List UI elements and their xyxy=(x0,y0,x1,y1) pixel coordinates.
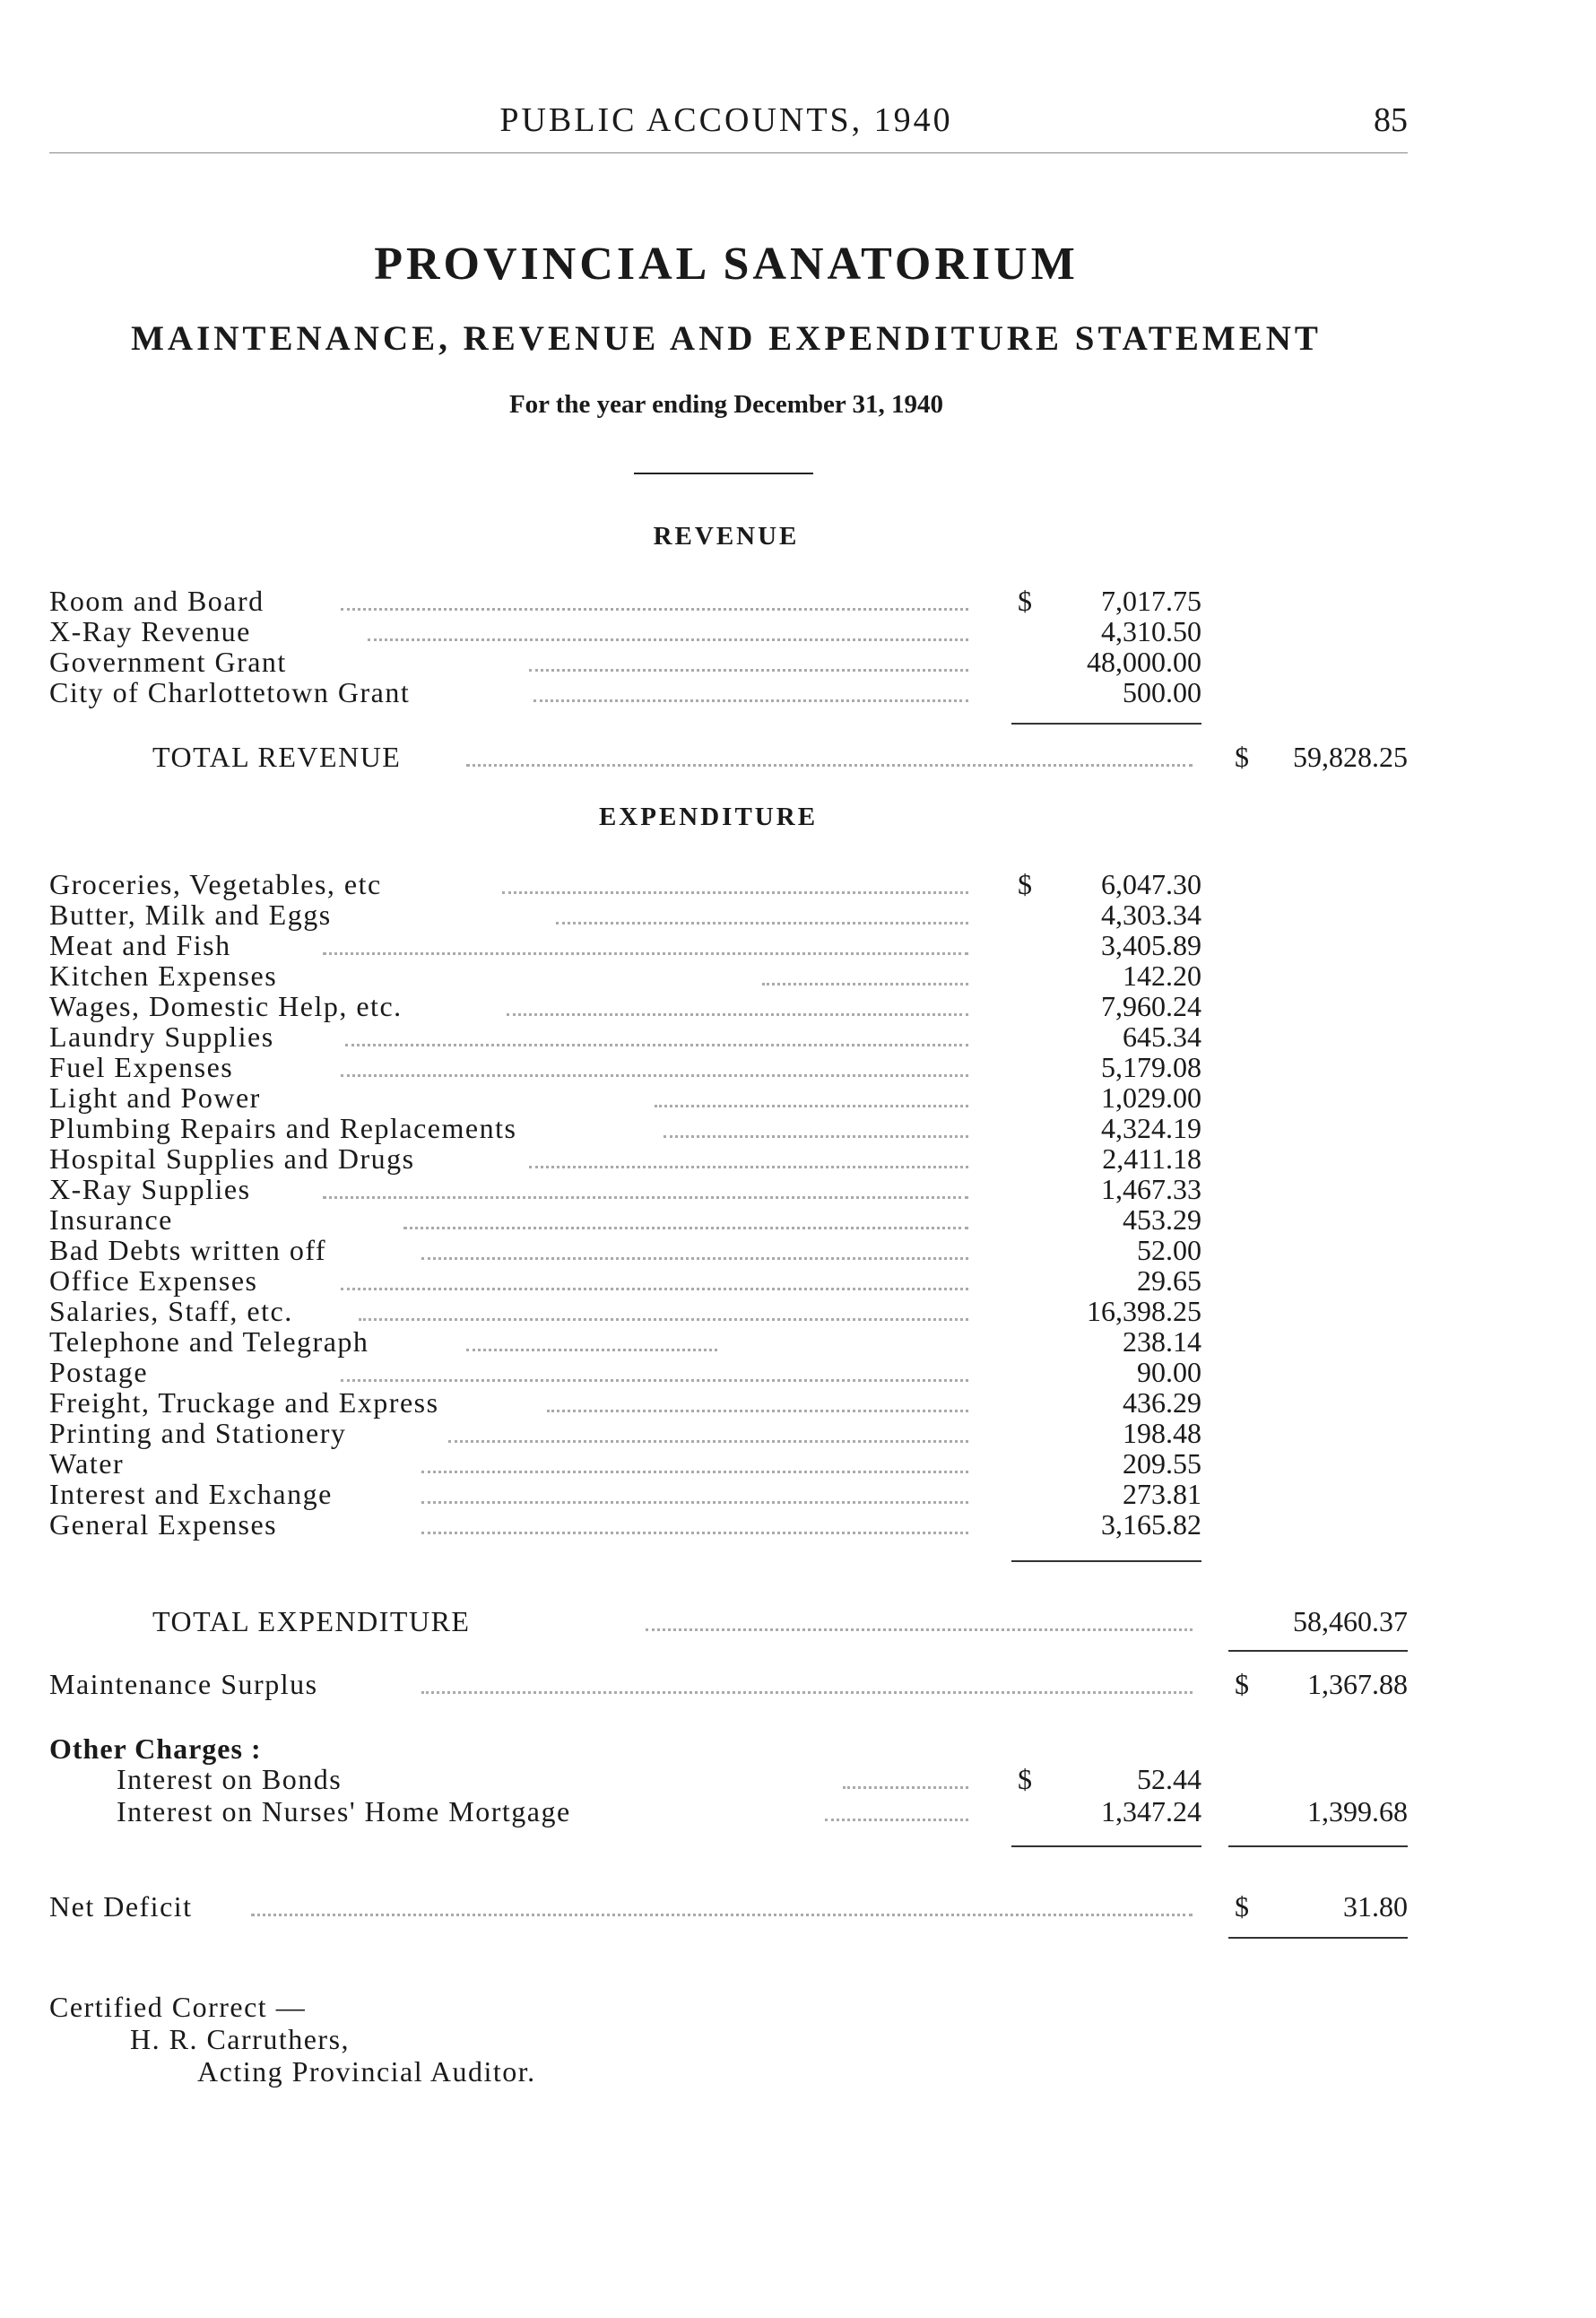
row-label: Net Deficit xyxy=(49,1890,193,1923)
row-amount: 5,179.08 xyxy=(1101,1051,1201,1083)
dot-leader xyxy=(466,1349,717,1351)
row-amount: 645.34 xyxy=(1123,1020,1201,1053)
row-amount: 500.00 xyxy=(1123,676,1201,708)
dot-leader xyxy=(646,1628,1193,1631)
row-amount: 209.55 xyxy=(1123,1447,1201,1480)
expenditure-row xyxy=(0,1478,1596,1510)
expenditure-row xyxy=(0,1051,1596,1083)
row-amount: 7,960.24 xyxy=(1101,990,1201,1022)
expenditure-row xyxy=(0,1508,1596,1541)
row-amount: 4,303.34 xyxy=(1101,899,1201,931)
row-label: Plumbing Repairs and Replacements xyxy=(49,1112,517,1144)
dot-leader xyxy=(341,1074,968,1077)
row-label: Interest and Exchange xyxy=(49,1478,333,1510)
expenditure-row xyxy=(0,1325,1596,1358)
row-label: Wages, Domestic Help, etc. xyxy=(49,990,403,1022)
dot-leader xyxy=(655,1105,968,1107)
row-label: Groceries, Vegetables, etc xyxy=(49,868,382,900)
expenditure-row xyxy=(0,868,1596,900)
dot-leader xyxy=(421,1471,968,1473)
row-label: Postage xyxy=(49,1356,149,1388)
row-amount: 238.14 xyxy=(1123,1325,1201,1358)
row-label: City of Charlottetown Grant xyxy=(49,676,411,708)
row-amount: 31.80 xyxy=(1343,1890,1408,1923)
total-revenue-row xyxy=(0,741,1596,773)
maintenance-surplus-row xyxy=(0,1668,1596,1700)
dollar-sign: $ xyxy=(1235,1668,1249,1700)
expenditure-row xyxy=(0,959,1596,992)
other-charges-row xyxy=(0,1795,1596,1827)
row-label: Maintenance Surplus xyxy=(49,1668,318,1700)
row-amount: 453.29 xyxy=(1123,1203,1201,1236)
dollar-sign: $ xyxy=(1018,585,1032,617)
total-rule xyxy=(1228,1845,1408,1847)
dot-leader xyxy=(547,1410,968,1412)
dollar-sign: $ xyxy=(1018,868,1032,900)
row-amount: 3,405.89 xyxy=(1101,929,1201,961)
row-label: Government Grant xyxy=(49,646,287,678)
expenditure-row xyxy=(0,1142,1596,1175)
net-deficit-row xyxy=(0,1890,1596,1923)
revenue-row xyxy=(0,676,1596,708)
expenditure-row xyxy=(0,1447,1596,1480)
row-label: General Expenses xyxy=(49,1508,278,1541)
signatory-title: Acting Provincial Auditor. xyxy=(197,2055,536,2088)
dot-leader xyxy=(341,1288,968,1290)
expenditure-row xyxy=(0,1295,1596,1327)
other-charges-heading: Other Charges : xyxy=(49,1732,262,1765)
dot-leader xyxy=(466,764,1193,767)
row-label: Fuel Expenses xyxy=(49,1051,234,1083)
dot-leader xyxy=(403,1227,968,1229)
other-charges-heading-row xyxy=(0,1732,1596,1765)
expenditure-row xyxy=(0,1081,1596,1114)
dot-leader xyxy=(502,891,968,894)
row-amount: 7,017.75 xyxy=(1101,585,1201,617)
row-amount: 6,047.30 xyxy=(1101,868,1201,900)
row-amount: 1,029.00 xyxy=(1101,1081,1201,1114)
row-amount: 198.48 xyxy=(1123,1417,1201,1449)
expenditure-row xyxy=(0,929,1596,961)
dot-leader xyxy=(507,1013,968,1016)
dot-leader xyxy=(359,1318,968,1321)
subtotal-rule xyxy=(1011,1560,1201,1562)
row-label: Laundry Supplies xyxy=(49,1020,274,1053)
expenditure-row xyxy=(0,1417,1596,1449)
row-amount: 48,000.00 xyxy=(1087,646,1201,678)
header-rule xyxy=(49,152,1408,153)
dot-leader xyxy=(368,638,968,641)
row-amount: 59,828.25 xyxy=(1293,741,1408,773)
dot-leader xyxy=(529,669,968,672)
dot-leader xyxy=(421,1501,968,1504)
row-label: Butter, Milk and Eggs xyxy=(49,899,332,931)
row-amount: 29.65 xyxy=(1137,1264,1201,1297)
expenditure-row xyxy=(0,1234,1596,1266)
dot-leader xyxy=(533,699,968,702)
expenditure-row xyxy=(0,1203,1596,1236)
dot-leader xyxy=(529,1166,968,1168)
dot-leader xyxy=(448,1440,968,1443)
row-amount: 1,347.24 xyxy=(1101,1795,1201,1827)
row-label: X-Ray Supplies xyxy=(49,1173,251,1205)
dot-leader xyxy=(341,608,968,611)
expenditure-heading: EXPENDITURE xyxy=(598,803,819,831)
revenue-heading: REVENUE xyxy=(653,522,800,551)
total-rule xyxy=(1228,1937,1408,1939)
dot-leader xyxy=(341,1379,968,1382)
row-label: Meat and Fish xyxy=(49,929,231,961)
row-label: TOTAL REVENUE xyxy=(152,741,402,773)
dot-leader xyxy=(843,1786,968,1789)
row-label: Interest on Nurses' Home Mortgage xyxy=(117,1795,571,1827)
row-label: Printing and Stationery xyxy=(49,1417,347,1449)
row-amount: 1,367.88 xyxy=(1307,1668,1408,1700)
dot-leader xyxy=(323,1196,968,1199)
expenditure-row xyxy=(0,1112,1596,1144)
subtotal-rule xyxy=(1011,723,1201,725)
row-amount: 3,165.82 xyxy=(1101,1508,1201,1541)
page-number: 85 xyxy=(1374,101,1408,139)
row-amount: 4,310.50 xyxy=(1101,615,1201,647)
dot-leader xyxy=(251,1914,1193,1916)
subtotal-rule xyxy=(1011,1845,1201,1847)
revenue-row xyxy=(0,615,1596,647)
row-label: Salaries, Staff, etc. xyxy=(49,1295,293,1327)
dot-leader xyxy=(762,983,968,985)
row-amount: 52.00 xyxy=(1137,1234,1201,1266)
dot-leader xyxy=(556,922,968,925)
dollar-sign: $ xyxy=(1235,741,1249,773)
dot-leader xyxy=(825,1819,968,1821)
dot-leader xyxy=(421,1691,1193,1694)
running-head: PUBLIC ACCOUNTS, 1940 xyxy=(499,101,953,139)
row-label: X-Ray Revenue xyxy=(49,615,251,647)
total-rule xyxy=(1228,1650,1408,1652)
row-amount: 16,398.25 xyxy=(1087,1295,1201,1327)
revenue-row xyxy=(0,585,1596,617)
dot-leader xyxy=(345,1044,968,1046)
row-amount: 90.00 xyxy=(1137,1356,1201,1388)
expenditure-row xyxy=(0,990,1596,1022)
row-label: Insurance xyxy=(49,1203,173,1236)
row-label: Water xyxy=(49,1447,125,1480)
dot-leader xyxy=(323,952,968,955)
dot-leader xyxy=(664,1135,968,1138)
expenditure-row xyxy=(0,1386,1596,1419)
statement-dateline: For the year ending December 31, 1940 xyxy=(508,390,944,419)
row-label: Light and Power xyxy=(49,1081,261,1114)
row-total: 1,399.68 xyxy=(1307,1795,1408,1827)
expenditure-row xyxy=(0,899,1596,931)
total-expenditure-row xyxy=(0,1605,1596,1637)
row-label: Bad Debts written off xyxy=(49,1234,327,1266)
expenditure-row xyxy=(0,1356,1596,1388)
dot-leader xyxy=(421,1257,968,1260)
row-amount: 142.20 xyxy=(1123,959,1201,992)
row-label: Interest on Bonds xyxy=(117,1763,343,1795)
row-amount: 52.44 xyxy=(1137,1763,1201,1795)
expenditure-row xyxy=(0,1020,1596,1053)
row-label: Freight, Truckage and Express xyxy=(49,1386,439,1419)
signatory-name: H. R. Carruthers, xyxy=(130,2023,351,2055)
certification-line: Certified Correct — xyxy=(49,1991,307,2023)
row-amount: 1,467.33 xyxy=(1101,1173,1201,1205)
dollar-sign: $ xyxy=(1235,1890,1249,1923)
row-label: Kitchen Expenses xyxy=(49,959,278,992)
row-amount: 436.29 xyxy=(1123,1386,1201,1419)
row-label: Hospital Supplies and Drugs xyxy=(49,1142,415,1175)
row-label: Room and Board xyxy=(49,585,265,617)
row-label: Office Expenses xyxy=(49,1264,258,1297)
revenue-row xyxy=(0,646,1596,678)
row-amount: 273.81 xyxy=(1123,1478,1201,1510)
expenditure-row xyxy=(0,1264,1596,1297)
row-amount: 4,324.19 xyxy=(1101,1112,1201,1144)
row-label: TOTAL EXPENDITURE xyxy=(152,1605,471,1637)
row-amount: 2,411.18 xyxy=(1102,1142,1201,1175)
other-charges-row xyxy=(0,1763,1596,1795)
dollar-sign: $ xyxy=(1018,1763,1032,1795)
title-rule xyxy=(634,473,813,474)
statement-subtitle: MAINTENANCE, REVENUE AND EXPENDITURE STATEMENT xyxy=(131,319,1322,358)
row-amount: 58,460.37 xyxy=(1293,1605,1408,1637)
row-label: Telephone and Telegraph xyxy=(49,1325,369,1358)
dot-leader xyxy=(421,1532,968,1534)
page-title: PROVINCIAL SANATORIUM xyxy=(374,239,1079,290)
expenditure-row xyxy=(0,1173,1596,1205)
